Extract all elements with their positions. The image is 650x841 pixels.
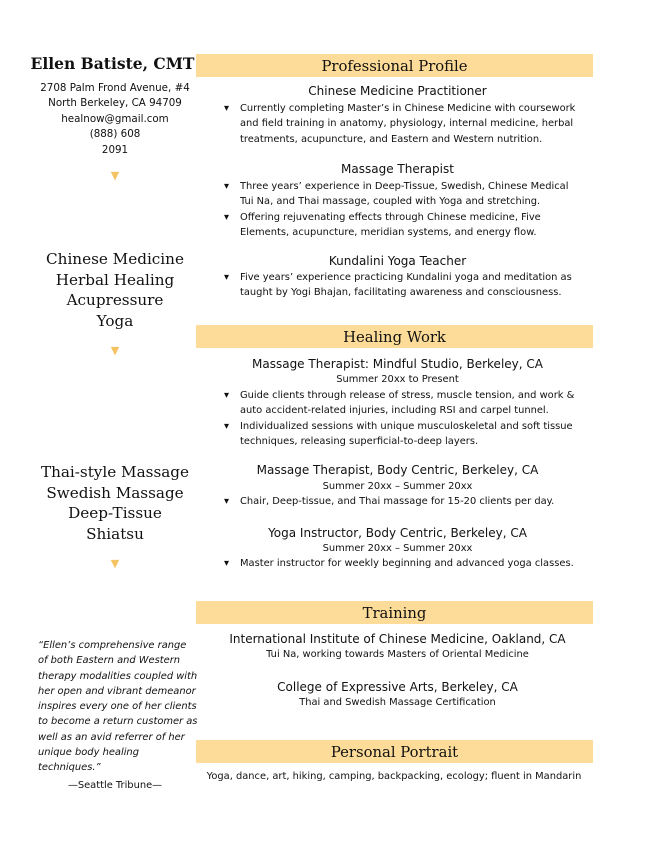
- job-title: Massage Therapist: Mindful Studio, Berkeley, CA: [252, 357, 543, 371]
- phone-line-1: (888) 608: [89, 128, 141, 141]
- bullet-item: ▾ Currently completing Master’s in Chinese Medicine with coursework and field training in anatomy, physiology, internal medicine, herbal treatments, acupuncture, and Eastern and Western nutrition.: [223, 101, 578, 147]
- resume-name: Ellen Batiste, CMT: [30, 54, 195, 73]
- skills-group-1: [30, 249, 200, 331]
- bullet-item: ▾ Three years’ experience in Deep-Tissue, Swedish, Chinese Medical Tui Na, and Thai massage, coupled with Yoga and stretching.: [223, 179, 578, 210]
- section-heading-professional-profile: Professional Profile: [196, 54, 593, 77]
- contact-block: [30, 81, 200, 158]
- address-line-2: North Berkeley, CA 94709: [48, 97, 182, 110]
- section-heading-healing-work: Healing Work: [196, 325, 593, 348]
- bullet-list: [223, 556, 578, 571]
- job-title: Chinese Medicine Practitioner: [308, 84, 487, 98]
- skill-item: Deep-Tissue: [68, 504, 162, 522]
- training-institution: College of Expressive Arts, Berkeley, CA: [277, 680, 518, 694]
- skills-group-2: [30, 462, 200, 544]
- job-dates: Summer 20xx to Present: [336, 374, 459, 385]
- skill-item: Swedish Massage: [46, 483, 184, 502]
- job-title: Kundalini Yoga Teacher: [328, 254, 467, 268]
- skill-item: Yoga: [96, 311, 134, 330]
- bullet-list: [223, 101, 578, 147]
- job-title: Yoga Instructor, Body Centric, Berkeley, CA: [268, 526, 527, 540]
- personal-portrait-text: Yoga, dance, art, hiking, camping, backpacking, ecology; fluent in Mandarin: [206, 771, 582, 782]
- skill-item: Herbal Healing: [55, 270, 175, 289]
- job-dates: Summer 20xx – Summer 20xx: [322, 481, 473, 492]
- address-line-1: 2708 Palm Frond Avenue, #4: [40, 82, 190, 94]
- skill-item: Acupressure: [66, 291, 164, 309]
- section-heading-training: Training: [196, 601, 593, 624]
- testimonial-quote: “Ellen’s comprehensive range of both Eastern and Western therapy modalities coupled with her open and vibrant demeanor inspires every one of her clients to become a return customer as well as an avid referrer of her unique body healing techniques.”: [38, 640, 198, 774]
- training-detail: Thai and Swedish Massage Certification: [299, 697, 496, 708]
- job-title: Massage Therapist: [341, 162, 454, 176]
- email: healnow@gmail.com: [61, 112, 169, 125]
- training-institution: International Institute of Chinese Medicine, Oakland, CA: [229, 632, 566, 646]
- skill-item: Shiatsu: [86, 524, 144, 543]
- bullet-item: ▾ Offering rejuvenating effects through Chinese medicine, Five Elements, acupuncture, meridian systems, and energy flow.: [223, 210, 578, 241]
- down-arrow-icon: ▼: [110, 169, 120, 182]
- section-heading-personal-portrait: Personal Portrait: [196, 740, 593, 763]
- quote-source: —Seattle Tribune—: [67, 780, 163, 791]
- bullet-item: ▾ Individualized sessions with unique musculoskeletal and soft tissue techniques, releasing superficial-to-deep layers.: [223, 419, 578, 450]
- job-dates: Summer 20xx – Summer 20xx: [322, 543, 473, 554]
- bullet-list: [223, 494, 578, 509]
- bullet-item: ▾ Guide clients through release of stress, muscle tension, and work & auto accident-related injuries, including RSI and carpel tunnel.: [223, 388, 578, 419]
- skill-item: Chinese Medicine: [46, 250, 184, 268]
- bullet-list: [223, 388, 578, 450]
- phone-line-2: 2091: [101, 143, 129, 156]
- bullet-item: ▾ Master instructor for weekly beginning and advanced yoga classes.: [223, 556, 578, 571]
- bullet-list: [223, 270, 578, 301]
- training-detail: Tui Na, working towards Masters of Oriental Medicine: [266, 649, 529, 660]
- down-arrow-icon: ▼: [110, 557, 120, 570]
- bullet-item: ▾ Five years’ experience practicing Kundalini yoga and meditation as taught by Yogi Bhajan, facilitating awareness and consciousness.: [223, 270, 578, 301]
- job-title: Massage Therapist, Body Centric, Berkeley, CA: [256, 463, 539, 477]
- down-arrow-icon: ▼: [110, 344, 120, 357]
- skill-item: Thai-style Massage: [40, 463, 190, 481]
- bullet-item: ▾ Chair, Deep-tissue, and Thai massage for 15-20 clients per day.: [223, 494, 578, 509]
- bullet-list: [223, 179, 578, 241]
